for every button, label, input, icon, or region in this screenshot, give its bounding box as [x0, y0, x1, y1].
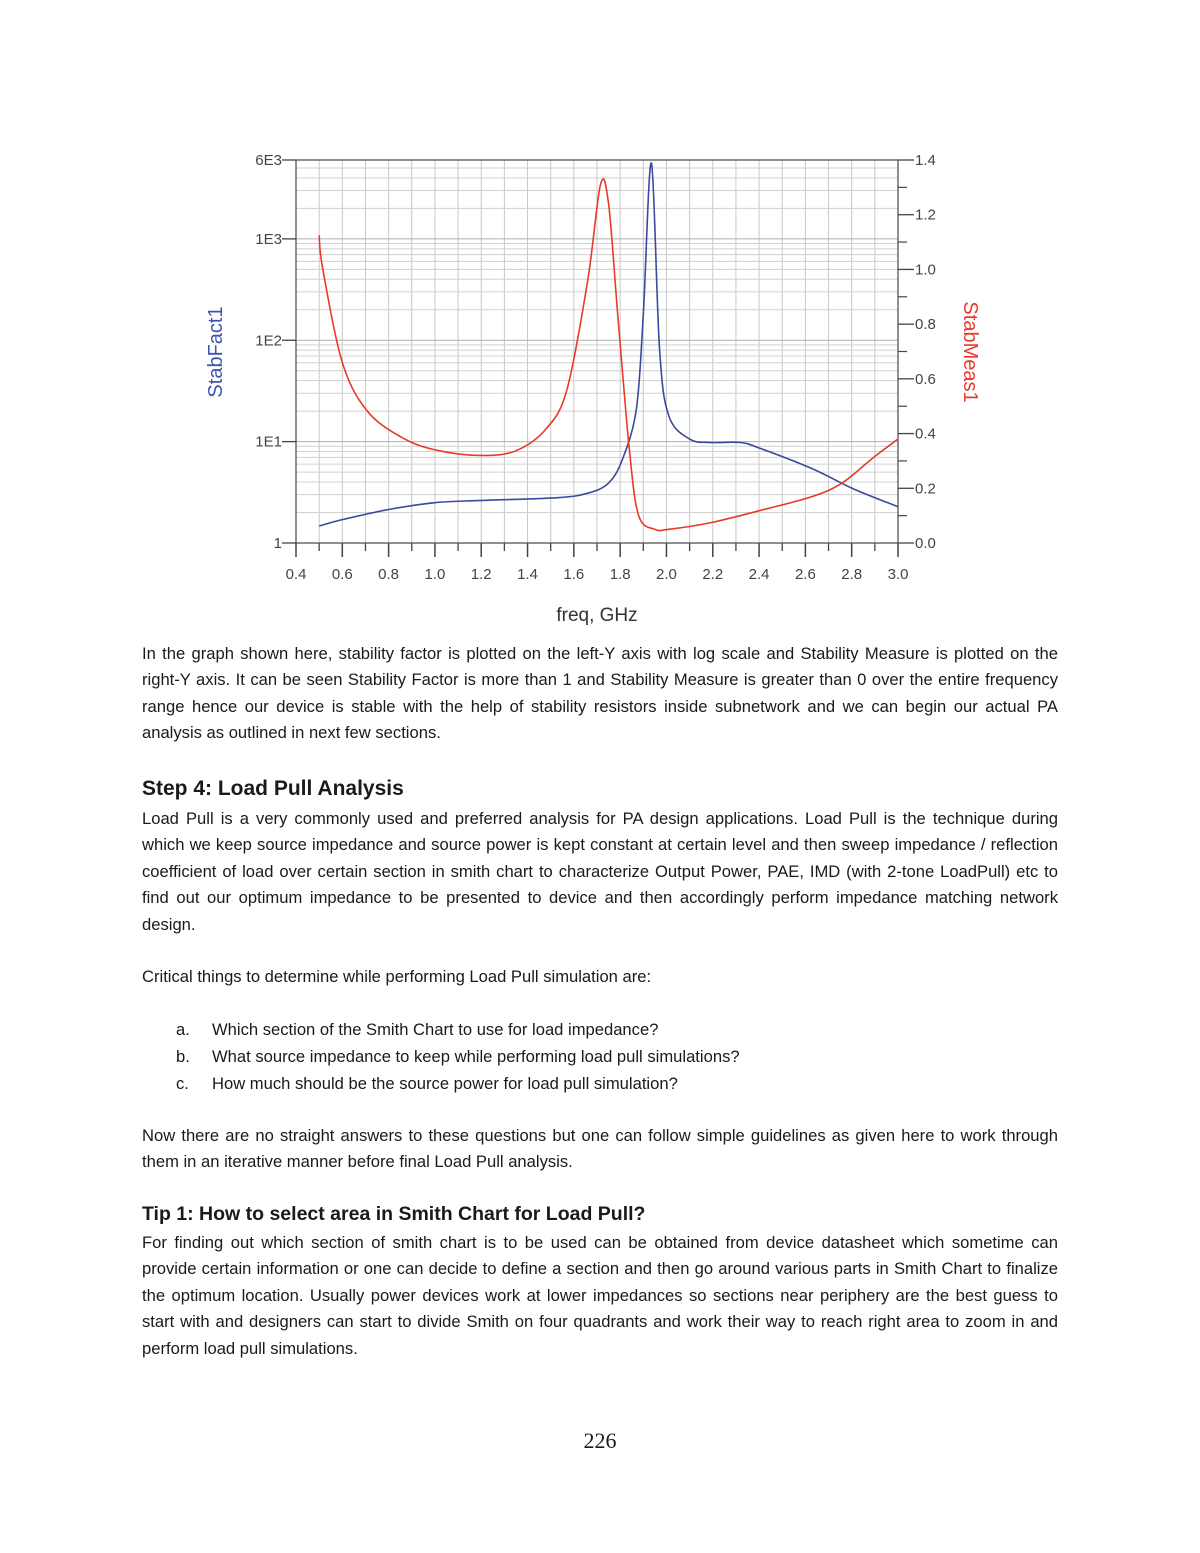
- stability-paragraph: [142, 641, 1058, 747]
- list-text: How much should be the source power for load pull simulation?: [212, 1074, 678, 1093]
- load-pull-paragraph: [142, 806, 1058, 938]
- paragraph-text: Load Pull is a very commonly used and preferred analysis for PA design applications. Load Pull is the technique during which we keep source impedance and source power is kept constant at certain level and then sweep impedance / reflection coefficient of load over certain section in smith chart to characterize Output Power, PAE, IMD (with 2-tone LoadPull) etc to find out our optimum impedance to be presented to device and then accordingly perform impedance matching network design.: [142, 809, 1058, 934]
- right-tick-label: 0.2: [915, 480, 936, 498]
- chart-series: [319, 163, 898, 531]
- right-tick-label: 1.0: [915, 261, 936, 279]
- left-axis-title: StabFact1: [205, 306, 227, 398]
- series-line-stabmeas1: [319, 179, 898, 531]
- list-item: [176, 1070, 740, 1097]
- x-tick-label: 2.8: [841, 566, 863, 583]
- x-tick-label: 2.4: [748, 566, 770, 583]
- list-item: [176, 1043, 740, 1070]
- x-axis-title: freq, GHz: [556, 605, 638, 626]
- right-tick-label: 0.8: [915, 316, 936, 334]
- right-tick-label: 1.2: [915, 206, 936, 224]
- list-marker: b.: [176, 1047, 190, 1066]
- left-tick-label: 6E3: [255, 152, 282, 169]
- critical-things-paragraph: [142, 964, 1058, 990]
- page-number: 226: [583, 1428, 617, 1453]
- right-tick-label: 0.6: [915, 370, 936, 388]
- right-tick-label: 1.4: [915, 152, 936, 169]
- right-tick-label: 0.4: [915, 425, 936, 443]
- x-tick-label: 2.0: [656, 566, 677, 583]
- chart-grid: [296, 160, 898, 543]
- left-tick-label: 1E3: [255, 230, 282, 248]
- paragraph-text: Critical things to determine while performing Load Pull simulation are:: [142, 967, 652, 986]
- right-tick-label: 0.0: [915, 535, 936, 552]
- paragraph-text: Now there are no straight answers to these questions but one can follow simple guidelines as given here to work through them in an iterative manner before final Load Pull analysis.: [142, 1126, 1058, 1172]
- tip1-heading: Tip 1: How to select area in Smith Chart for Load Pull?: [142, 1203, 646, 1225]
- x-tick-label: 1.8: [609, 566, 631, 583]
- x-tick-label: 0.4: [285, 566, 307, 583]
- list-text: What source impedance to keep while performing load pull simulations?: [212, 1047, 740, 1066]
- paragraph-text: In the graph shown here, stability factor is plotted on the left-Y axis with log scale and Stability Measure is plotted on the right-Y axis. It can be seen Stability Factor is more than 1 and Stability Measure is greater than 0 over the entire frequency range hence our device is stable with the help of stability resistors inside subnetwork and we can begin our actual PA analysis as outlined in next few sections.: [142, 644, 1058, 743]
- x-tick-label: 2.2: [702, 566, 724, 583]
- left-tick-label: 1: [273, 535, 282, 552]
- x-tick-label: 0.6: [331, 566, 353, 583]
- right-axis-title: StabMeas1: [959, 301, 981, 403]
- left-tick-label: 1E1: [255, 433, 282, 451]
- list-marker: c.: [176, 1074, 189, 1093]
- left-tick-label: 1E2: [255, 332, 282, 350]
- list-text: Which section of the Smith Chart to use for load impedance?: [212, 1020, 659, 1039]
- list-marker: a.: [176, 1020, 190, 1039]
- stability-chart: [0, 0, 1200, 640]
- x-tick-label: 3.0: [887, 566, 909, 583]
- question-list: [176, 1016, 740, 1097]
- smith-chart-paragraph: [142, 1230, 1058, 1362]
- x-tick-label: 1.2: [470, 566, 492, 583]
- x-tick-label: 1.4: [517, 566, 538, 583]
- x-tick-label: 1.6: [563, 566, 585, 583]
- paragraph-text: For finding out which section of smith chart is to be used can be obtained from device datasheet which sometime can provide certain information or one can decide to define a section and then go around various parts in Smith Chart to finalize the optimum location. Usually power devices work at lower impedances so sections near periphery are the best guess to start with and designers can start to divide Smith on four quadrants and work their way to reach right area to zoom in and perform load pull simulations.: [142, 1233, 1058, 1358]
- x-tick-label: 2.6: [794, 566, 816, 583]
- list-item: [176, 1016, 740, 1043]
- x-tick-label: 1.0: [424, 566, 446, 583]
- x-tick-label: 0.8: [378, 566, 400, 583]
- step4-heading: Step 4: Load Pull Analysis: [142, 777, 404, 800]
- guidelines-paragraph: [142, 1123, 1058, 1176]
